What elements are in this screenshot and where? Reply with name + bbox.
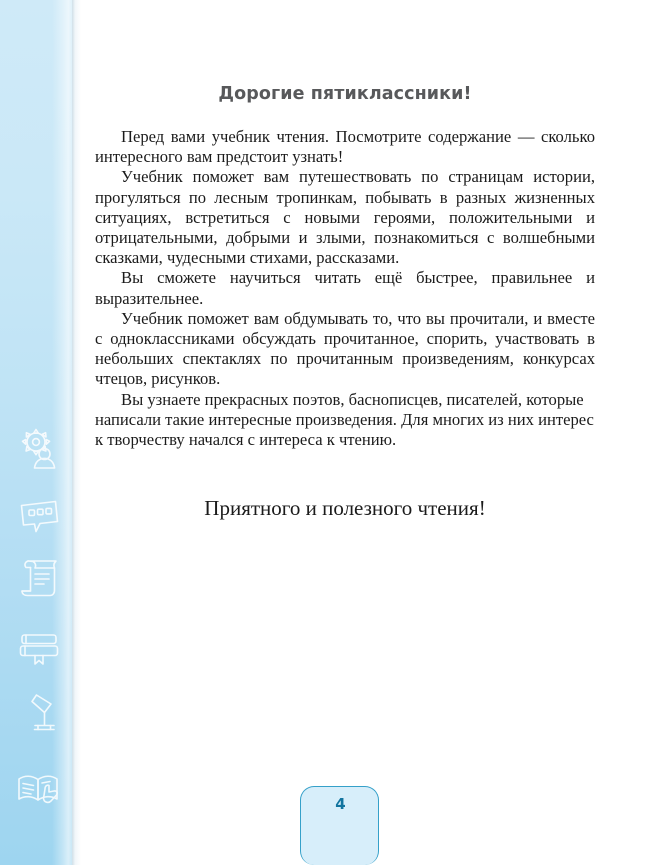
closing-line: Приятного и полезного чтения! — [204, 496, 486, 520]
paragraph: Вы узнаете прекрасных поэтов, баснописцев, писателей, которые написали такие интересные произведения. Для многих из них интерес к творчеству начался с интереса к чтению. — [95, 389, 594, 450]
page-number-plate — [300, 786, 379, 865]
paragraph: Учебник поможет вам путешествовать по страницам истории, прогуляться по лесным тропинкам, побывать в разных жизненных ситуациях, встретиться с новыми героями, положительными и отрицательными, добрыми и злыми, познакомиться с волшебными сказками, чудесными стихами, рассказами. — [95, 167, 595, 268]
stacked-books-icon — [14, 622, 64, 672]
open-book-hand-icon — [14, 762, 64, 812]
scroll-document-icon — [14, 552, 64, 602]
desk-lamp-icon — [14, 688, 64, 738]
paragraph: Учебник поможет вам обдумывать то, что вы прочитали, и вместе с одноклассниками обсуждать прочитанное, спорить, участвовать в небольших спектаклях по прочитанным произведениям, конкурсах чтецов, рисунков. — [95, 308, 595, 389]
sidebar-icon-strip — [0, 0, 72, 865]
paragraph: Перед вами учебник чтения. Посмотрите содержание — сколько интересного вам предстоит узнать! — [95, 127, 595, 167]
page-content — [95, 0, 595, 865]
speech-bubble-icon — [14, 489, 64, 539]
page-title: Дорогие пятиклассники! — [218, 84, 472, 104]
settings-person-icon — [14, 424, 64, 474]
body-text — [95, 127, 595, 450]
page-number-label: 4 — [335, 795, 346, 813]
page-gutter-shadow — [72, 0, 81, 865]
paragraph: Вы сможете научиться читать ещё быстрее, правильнее и выразительнее. — [95, 268, 595, 308]
